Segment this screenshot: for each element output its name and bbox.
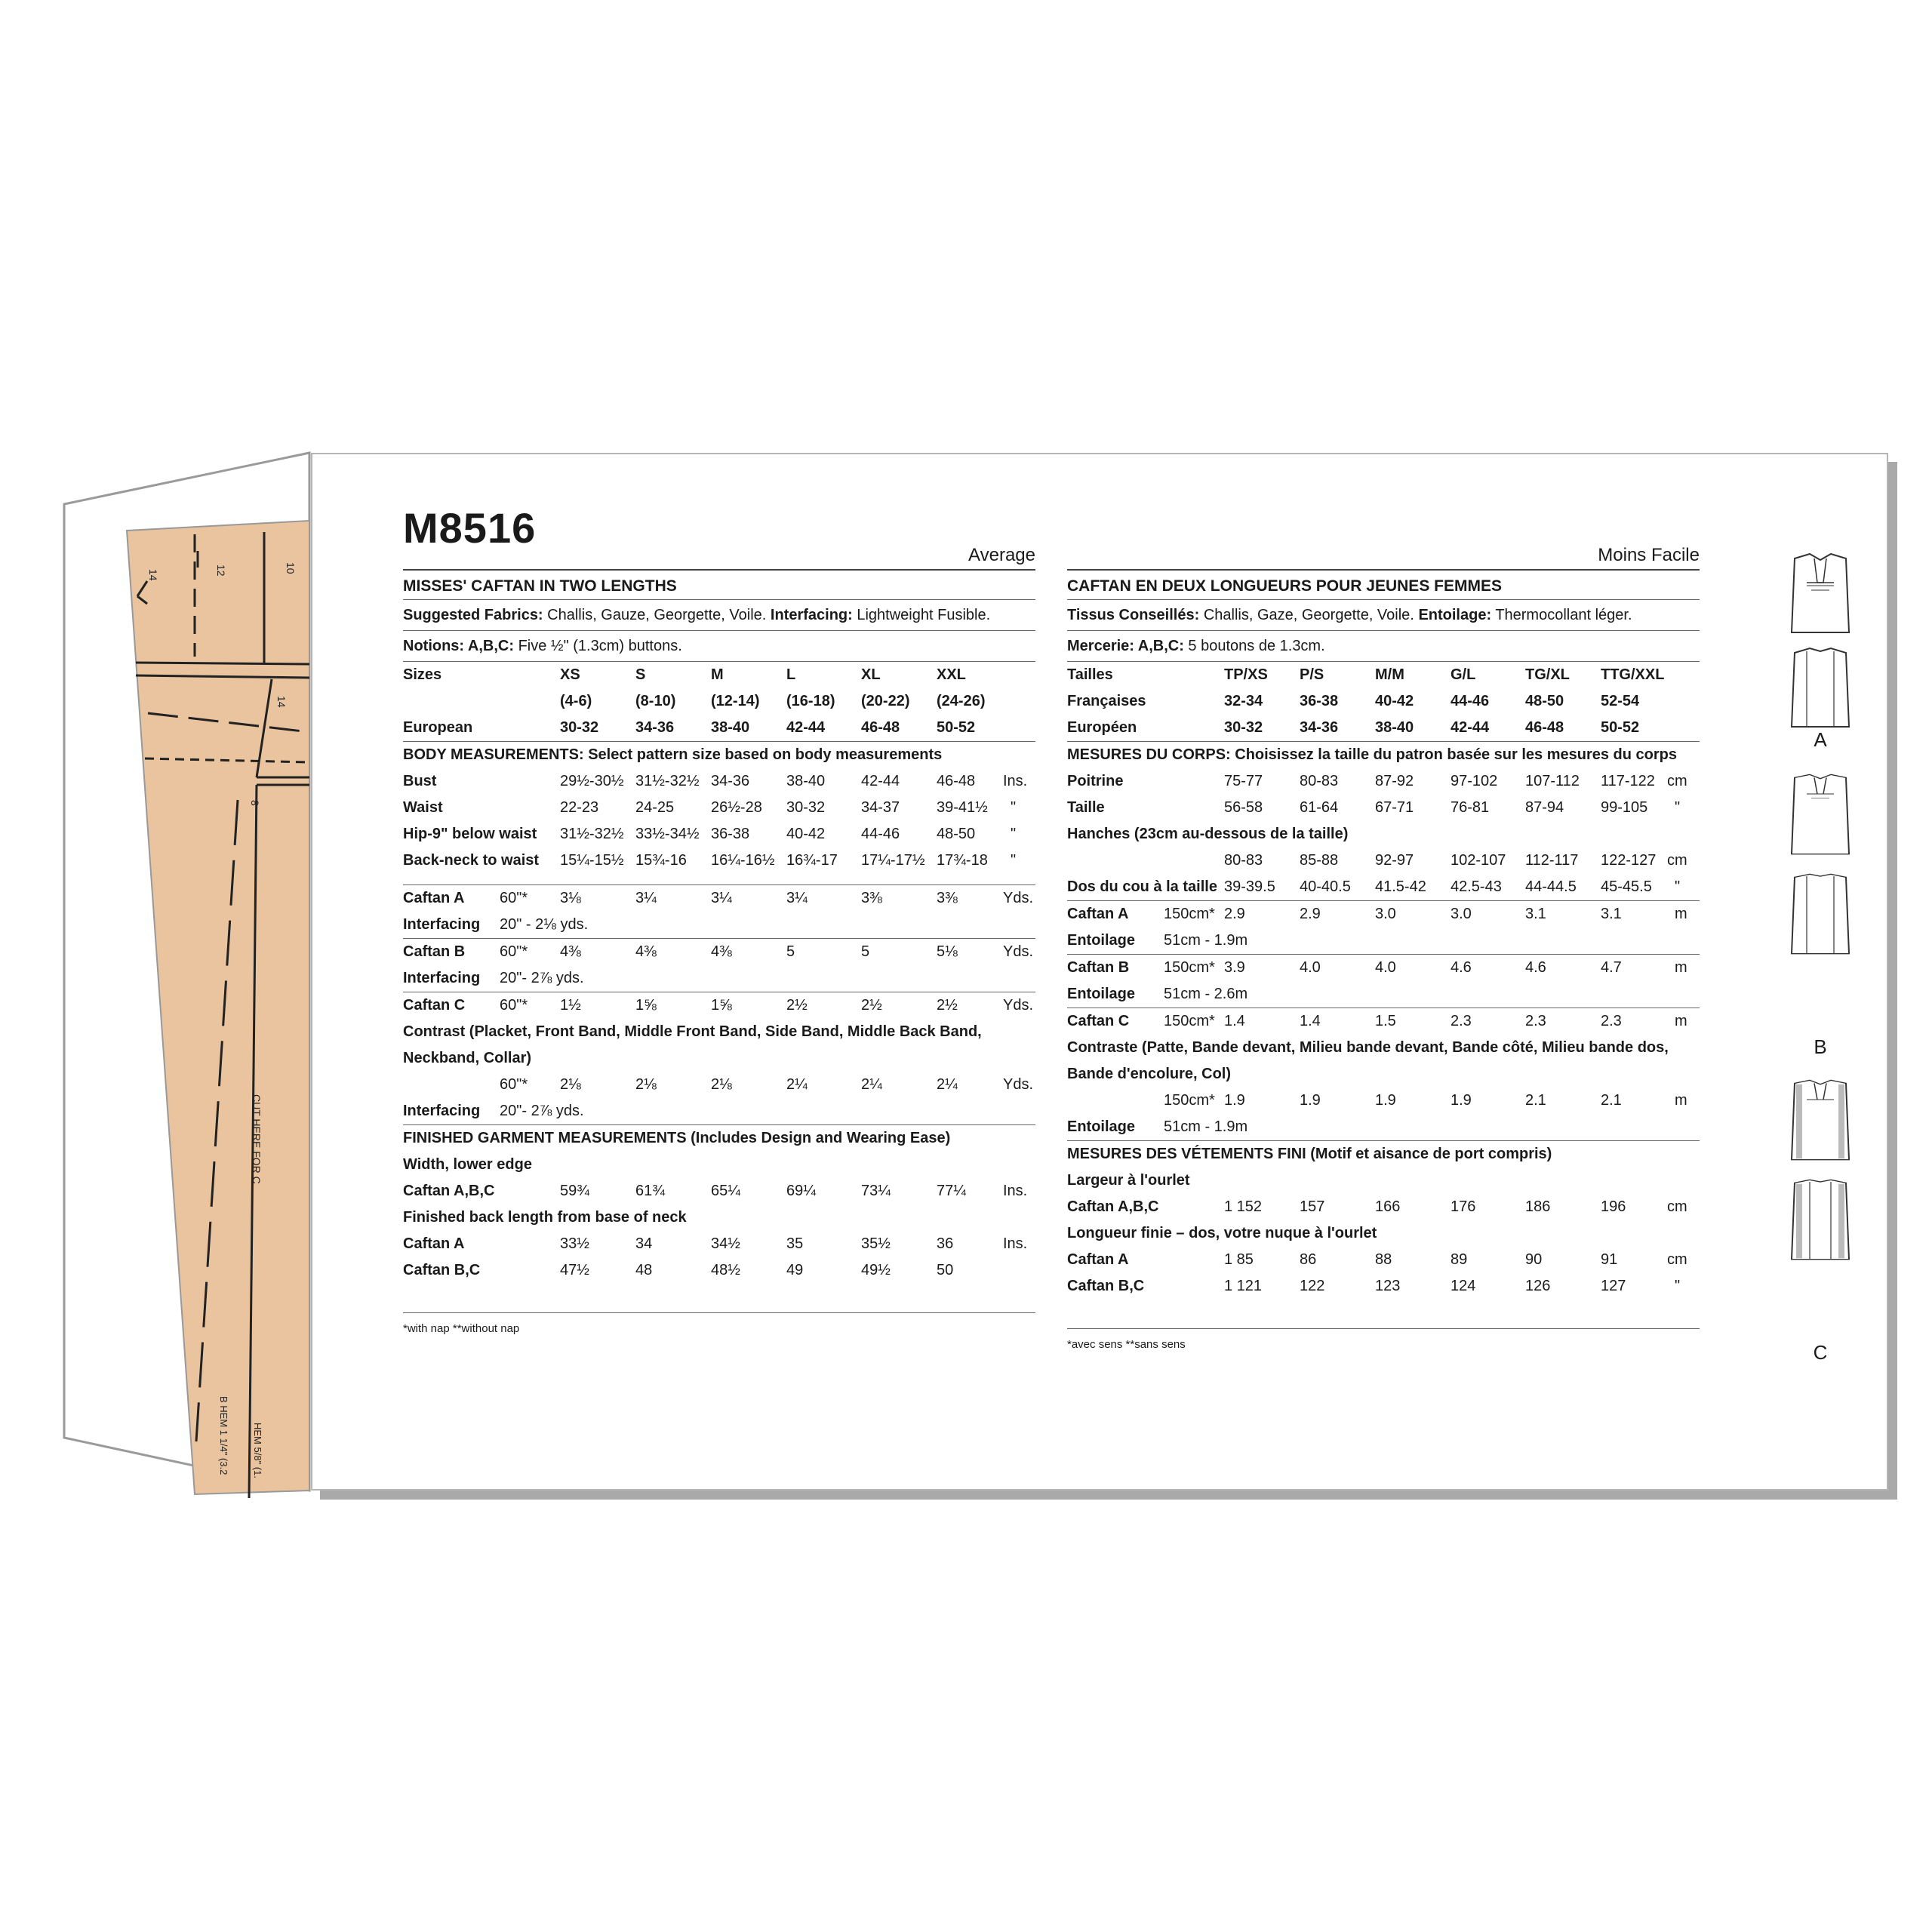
hanches-row: 80-83 85-88 92-97 102-107 112-117 122-127 cm — [1224, 852, 1687, 869]
waist-row: Waist 22-23 24-25 26½-28 30-32 34-37 39-41½ " — [403, 799, 1017, 816]
view-label-c: C — [1813, 1341, 1828, 1364]
length-caftan-a-row-fr: Caftan A 1 85 86 88 89 90 91 cm — [1067, 1251, 1687, 1268]
length-caftan-bc-row-fr: Caftan B,C 1 121 122 123 124 126 127 " — [1067, 1278, 1681, 1294]
width-lower-edge-row: Caftan A,B,C 59¾ 61¾ 65¼ 69¼ 73¼ 77¼ Ins. — [403, 1183, 1028, 1199]
view-c-front-sketch — [1784, 1079, 1857, 1161]
caftan-b-row-fr: Caftan B 150cm* 3.9 4.0 4.0 4.6 4.6 4.7 m — [1067, 959, 1687, 976]
length-caftan-a-row: Caftan A 33½ 34 34½ 35 35½ 36 Ins. — [403, 1235, 1028, 1252]
tissue-label-12: 12 — [215, 565, 227, 577]
tissue-cut-here: CUT HERE FOR C — [251, 1094, 263, 1184]
difficulty-level: Average — [968, 545, 1035, 565]
caftan-c-row: Caftan C 60"* 1½ 1⅝ 1⅝ 2½ 2½ 2½ Yds. — [403, 997, 1034, 1014]
caftan-a-interfacing-row: Interfacing 20" - 2⅛ yds. — [403, 916, 589, 933]
pattern-instruction-card — [311, 453, 1888, 1491]
tissue-label-14: 14 — [147, 569, 159, 581]
back-length-heading: Finished back length from base of neck — [403, 1209, 687, 1226]
tissue-label-10: 10 — [285, 562, 297, 574]
notions: Notions: A,B,C: Five ½" (1.3cm) buttons. — [403, 638, 682, 654]
width-lower-edge-label-fr: Largeur à l'ourlet — [1067, 1172, 1190, 1189]
length-caftan-bc-row: Caftan B,C 47½ 48 48½ 49 49½ 50 — [403, 1262, 954, 1278]
caftan-c-entoilage-row: Entoilage 51cm - 1.9m — [1067, 1118, 1248, 1135]
us-sizes-row: (4-6) (8-10) (12-14) (16-18) (20-22) (24-26) — [560, 693, 986, 709]
hanches-label: Hanches (23cm au-dessous de la taille) — [1067, 826, 1349, 842]
view-a-back-sketch — [1784, 647, 1857, 728]
europeen-row: Européen 30-32 34-36 38-40 42-44 46-48 50-52 — [1067, 719, 1640, 736]
sizes-row: Sizes XS S M L XL XXL — [403, 666, 966, 683]
caftan-a-entoilage-row: Entoilage 51cm - 1.9m — [1067, 932, 1248, 949]
tissue-label-8: 8 — [249, 800, 261, 806]
french-column — [1067, 454, 1700, 1351]
pattern-title-fr: CAFTAN EN DEUX LONGUEURS POUR JEUNES FEMMES — [1067, 577, 1502, 595]
view-a-front-sketch — [1784, 552, 1857, 634]
caftan-c-row-fr: Caftan C 150cm* 1.4 1.4 1.5 2.3 2.3 2.3 m — [1067, 1013, 1687, 1029]
back-length-heading-fr: Longueur finie – dos, votre nuque à l'ourlet — [1067, 1225, 1377, 1241]
contrast-row-fr: 150cm* 1.9 1.9 1.9 1.9 2.1 2.1 m — [1164, 1092, 1687, 1109]
sizes-row-fr: Tailles TP/XS P/S M/M G/L TG/XL TTG/XXL — [1067, 666, 1665, 683]
dos-row: Dos du cou à la taille 39-39.5 40-40.5 41.5-42 42.5-43 44-44.5 45-45.5 " — [1067, 878, 1681, 895]
caftan-b-entoilage-row: Entoilage 51cm - 2.6m — [1067, 986, 1248, 1002]
finished-measurements-heading: FINISHED GARMENT MEASUREMENTS (Includes Design and Wearing Ease) — [403, 1130, 951, 1146]
tissue-hem: HEM 5/8" (1. — [252, 1423, 263, 1478]
bust-row: Bust 29½-30½ 31½-32½ 34-36 38-40 42-44 46-48 Ins. — [403, 773, 1028, 789]
pattern-title: MISSES' CAFTAN IN TWO LENGTHS — [403, 577, 677, 595]
tissue-b-hem: B HEM 1 1/4" (3.2 — [218, 1396, 229, 1475]
footnote: *with nap **without nap — [403, 1322, 520, 1335]
tissue-label-14b: 14 — [275, 696, 288, 708]
pattern-number: M8516 — [403, 504, 537, 552]
view-label-a: A — [1814, 728, 1827, 751]
view-c-back-sketch — [1784, 1179, 1857, 1260]
poitrine-row: Poitrine 75-77 80-83 87-92 97-102 107-112 117-122 cm — [1067, 773, 1687, 789]
body-measurements-heading-fr: MESURES DU CORPS: Choisissez la taille du patron basée sur les mesures du corps — [1067, 746, 1678, 763]
caftan-b-interfacing-row: Interfacing 20"- 2⅞ yds. — [403, 970, 584, 986]
suggested-fabrics-fr: Tissus Conseillés: Challis, Gaze, Georgette, Voile. Entoilage: Thermocollant léger. — [1067, 607, 1632, 623]
width-lower-edge-row-fr: Caftan A,B,C 1 152 157 166 176 186 196 cm — [1067, 1198, 1687, 1215]
footnote-fr: *avec sens **sans sens — [1067, 1338, 1186, 1351]
view-b-front-sketch — [1784, 774, 1857, 855]
back-neck-row: Back-neck to waist 15¼-15½ 15¾-16 16¼-16½ 16¾-17 17¼-17½ 17¾-18 " — [403, 852, 1017, 869]
width-lower-edge-label: Width, lower edge — [403, 1156, 532, 1173]
difficulty-level-fr: Moins Facile — [1598, 545, 1700, 565]
english-column — [403, 454, 1035, 1335]
caftan-c-interfacing-row: Interfacing 20"- 2⅞ yds. — [403, 1103, 584, 1119]
notions-fr: Mercerie: A,B,C: 5 boutons de 1.3cm. — [1067, 638, 1325, 654]
hip-row: Hip-9" below waist 31½-32½ 33½-34½ 36-38 40-42 44-46 48-50 " — [403, 826, 1017, 842]
suggested-fabrics: Suggested Fabrics: Challis, Gauze, Georgette, Voile. Interfacing: Lightweight Fusible. — [403, 607, 991, 623]
caftan-b-row: Caftan B 60"* 4⅜ 4⅜ 4⅜ 5 5 5⅛ Yds. — [403, 943, 1034, 960]
francaises-row: Françaises 32-34 36-38 40-42 44-46 48-50 52-54 — [1067, 693, 1640, 709]
contrast-description: Contrast (Placket, Front Band, Middle Front Band, Side Band, Middle Back Band, Neckband, Collar) — [403, 1023, 982, 1066]
caftan-a-row: Caftan A 60"* 3⅛ 3¼ 3¼ 3¼ 3⅜ 3⅜ Yds. — [403, 890, 1034, 906]
finished-measurements-heading-fr: MESURES DES VÉTEMENTS FINI (Motif et aisance de port compris) — [1067, 1146, 1552, 1162]
caftan-a-row-fr: Caftan A 150cm* 2.9 2.9 3.0 3.0 3.1 3.1 m — [1067, 906, 1687, 922]
body-measurements-heading: BODY MEASUREMENTS: Select pattern size based on body measurements — [403, 746, 943, 763]
contrast-row: 60"* 2⅛ 2⅛ 2⅛ 2¼ 2¼ 2¼ Yds. — [500, 1076, 1034, 1093]
view-b-back-sketch — [1784, 873, 1857, 955]
view-label-b: B — [1814, 1035, 1827, 1058]
taille-row: Taille 56-58 61-64 67-71 76-81 87-94 99-105 " — [1067, 799, 1681, 816]
contrast-description-fr: Contraste (Patte, Bande devant, Milieu bande devant, Bande côté, Milieu bande dos, Bande d'encolure, Col) — [1067, 1039, 1669, 1082]
european-row: European 30-32 34-36 38-40 42-44 46-48 50-52 — [403, 719, 976, 736]
